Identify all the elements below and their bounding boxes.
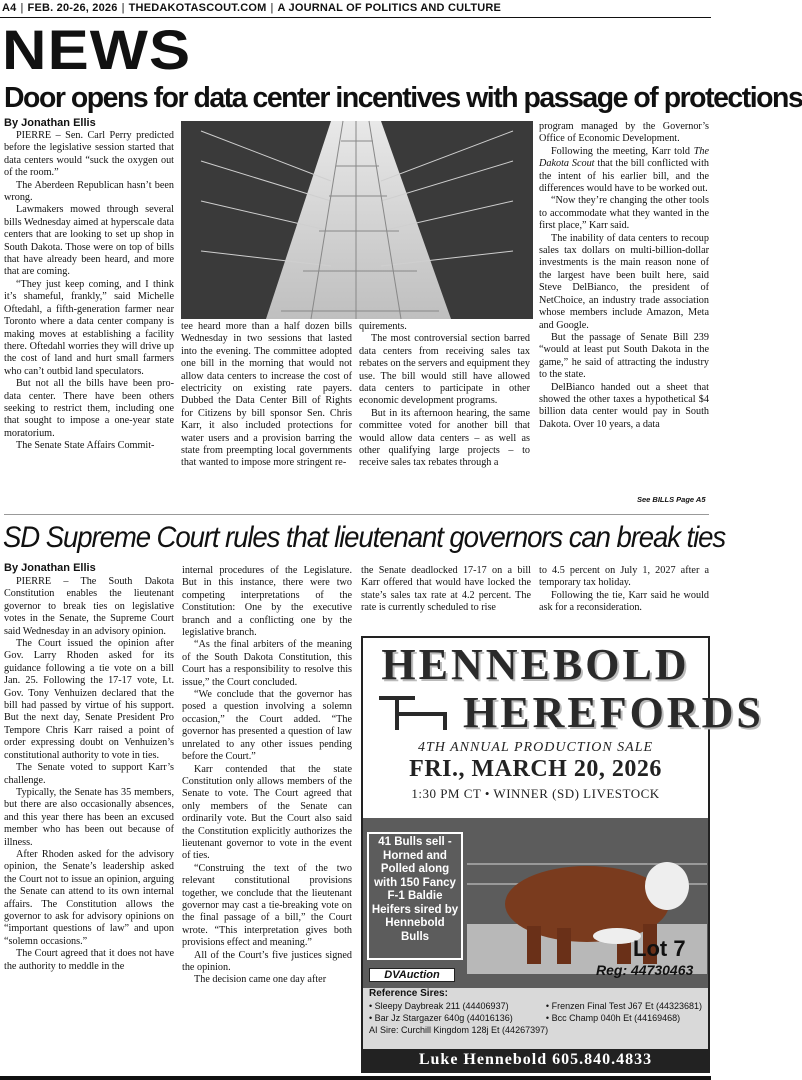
paragraph: But in its afternoon hearing, the same committee voted for another bill that would allow data centers – as well as other qualifying large projects – to receive sales tax rebates through a bbox=[359, 407, 530, 469]
paragraph bbox=[539, 146, 709, 196]
sire-item: • Frenzen Final Test J67 Et (44323681) bbox=[545, 1001, 702, 1011]
ad-contact[interactable]: Luke Hennebold 605.840.4833 bbox=[363, 1049, 708, 1071]
text: Following the meeting, Karr told bbox=[551, 145, 694, 157]
paragraph: to 4.5 percent on July 1, 2027 after a temporary tax holiday. bbox=[539, 565, 709, 589]
paragraph: But the passage of Senate Bill 239 “would at least put South Dakota in the game,” he said of attracting the industry to the state. bbox=[539, 331, 709, 381]
paragraph: the Senate deadlocked 17-17 on a bill Karr offered that would have locked the state’s sales tax rate at 4.2 percent. The rate is currently scheduled to rise bbox=[361, 565, 531, 614]
story1-column-3 bbox=[359, 321, 530, 507]
paragraph: Typically, the Senate has 35 members, but there are also occasionally absences, and this year there has been an excused member who has been out because of illness. bbox=[4, 786, 174, 848]
paragraph: Karr contended that the state Constitution only allows members of the Senate to vote. The Court agreed that only members of the Senate can ordinarily vote. But the Court also said the Constitution explicitly authorizes the lieutenant governor to vote in the event of ties. bbox=[182, 763, 352, 862]
paragraph: PIERRE – The South Dakota Constitution enables the lieutenant governor to break ties on legislative votes in the Senate, the Supreme Court said Wednesday in an advisory opinion. bbox=[4, 576, 174, 637]
paragraph: The Court issued the opinion after Gov. Larry Rhoden asked for its guidance following a tie vote on a bill Jan. 25. Following the 17-17 vote, Lt. Gov. Tony Venhuizen declared that the bill had passed by virtue of his support. But the next day, Senate President Pro Tempore Chris Karr raised a point of order expressing doubt on Venhuizen’s constitutional authority to vote in ties. bbox=[4, 638, 174, 761]
jump-link[interactable]: See BILLS Page A5 bbox=[637, 495, 706, 504]
paragraph: The Aberdeen Republican hasn’t been wrong. bbox=[4, 179, 174, 204]
story1-byline: By Jonathan Ellis bbox=[4, 117, 96, 129]
paragraph: “They just keep coming, and I think it’s shameful, frankly,” said Michelle Oftedahl, a fifth-generation farmer near Toronto where a data center company is making moves at establishing a facility there. Oftedahl worries they will drive up the cost of land and hurt small farmers who can’t outbid land speculators. bbox=[4, 278, 174, 377]
story2-column-1 bbox=[4, 576, 174, 1073]
brand-mark-icon bbox=[375, 694, 459, 734]
paragraph: The Senate voted to support Karr’s challenge. bbox=[4, 762, 174, 786]
sire-item: • Bar Jz Stargazer 640g (44016136) bbox=[369, 1013, 513, 1023]
dvauction-logo[interactable]: DVAuction bbox=[369, 968, 455, 982]
story1-column-2 bbox=[181, 321, 352, 507]
ad-title-line-2: HEREFORDS bbox=[463, 688, 764, 737]
paragraph: Following the tie, Karr said he would ask for a reconsideration. bbox=[539, 589, 709, 614]
sire-item: • Sleepy Daybreak 211 (44406937) bbox=[369, 1001, 509, 1011]
data-center-photo bbox=[181, 121, 533, 319]
story2-column-4 bbox=[539, 565, 709, 625]
server-aisle-icon bbox=[181, 121, 533, 319]
paragraph: internal procedures of the Legislature. But in this instance, there were two competing interpretations of the Constitution: One by the executive branch and a conflicting one by the legislative branch. bbox=[182, 565, 352, 639]
story-divider bbox=[4, 514, 709, 515]
story1-column-4 bbox=[539, 121, 709, 497]
paragraph: tee heard more than a half dozen bills Wednesday in two sessions that lasted into the evening. The committee adopted one bill in the morning that would not allow data centers to increase the cost of electricity on existing rate payers. Dubbed the Data Center Bill of Rights for Citizens by bill sponsor Sen. Chris Karr, it also included protections for water users and a provision barring the state from preempting local governments that wanted to impose more stringent re- bbox=[181, 321, 352, 469]
ad-sale-date: FRI., MARCH 20, 2026 bbox=[409, 756, 662, 782]
paragraph: All of the Court’s five justices signed the opinion. bbox=[182, 949, 352, 973]
issue-date: FEB. 20-26, 2026 bbox=[27, 2, 118, 14]
paragraph: Lawmakers mowed through several bills Wednesday aimed at hyperscale data centers that are looking to set up shop in South Dakota. Those were on top of bills that have already been heard, and more that are coming. bbox=[4, 204, 174, 278]
story2-byline: By Jonathan Ellis bbox=[4, 562, 96, 574]
tagline: A JOURNAL OF POLITICS AND CULTURE bbox=[277, 2, 502, 14]
paragraph: The Senate State Affairs Commit- bbox=[16, 440, 155, 452]
ad-sale-name: 4TH ANNUAL PRODUCTION SALE bbox=[417, 740, 654, 755]
paragraph: “We conclude that the governor has posed a question involving a solemn occasion,” the Court added. “The governor has presented a question of law unrelated to any other issues pending before the Court.” bbox=[182, 689, 352, 763]
story1-headline[interactable]: Door opens for data center incentives with passage of protections bbox=[4, 82, 802, 114]
hennebold-herefords-ad[interactable] bbox=[361, 636, 764, 1073]
text: that the bill conflicted with the intent of his earlier bill, and the differences would have to be worked out. bbox=[539, 158, 709, 195]
story2-column-3 bbox=[361, 565, 531, 625]
ad-sale-time: 1:30 PM CT • WINNER (SD) LIVESTOCK bbox=[411, 786, 660, 801]
paragraph: “Now they’re changing the other tools to accommodate what they wanted in the first place,” Karr said. bbox=[539, 195, 709, 232]
masthead: A4 | FEB. 20-26, 2026 | THEDAKOTASCOUT.COM | A JOURNAL OF POLITICS AND CULTURE bbox=[2, 2, 502, 14]
publication-name: The Dakota Scout bbox=[539, 145, 709, 170]
paragraph: After Rhoden asked for the advisory opinion, the Senate’s leadership asked the Court not to issue an opinion, arguing the Senate can attend to its own internal affairs. The Constitution allows the governor to ask for advisory opinions on “important questions of law” and upon “solemn occasions.” bbox=[4, 848, 174, 947]
site-link[interactable]: THEDAKOTASCOUT.COM bbox=[128, 2, 267, 14]
sire-item: • Bcc Champ 040h Et (44169468) bbox=[545, 1013, 681, 1023]
story2-headline[interactable]: SD Supreme Court rules that lieutenant governors can break ties bbox=[3, 521, 726, 554]
story1-column-1 bbox=[4, 130, 174, 508]
paragraph: The most controversial section barred data centers from receiving sales tax rebates on the servers and equipment they use. The bill would still have allowed data centers to participate in other economic development programs. bbox=[359, 333, 530, 407]
paragraph: The Court agreed that it does not have the authority to meddle in the bbox=[4, 948, 174, 972]
section-title: NEWS bbox=[2, 18, 192, 81]
paragraph: The inability of data centers to recoup sales tax dollars on multi-billion-dollar investments is the main reason none of the largest have been built here, said Steve DelBianco, the president of NetChoice, an industry trade association whose members include Amazon, Meta and Google. bbox=[539, 232, 709, 331]
page-bottom-rule bbox=[0, 1076, 711, 1080]
ai-sire: AI Sire: Curchill Kingdom 128j Et (44267397) bbox=[369, 1025, 549, 1035]
ad-sale-details: 41 Bulls sell - Horned and Polled along with 150 Fancy F-1 Baldie Heifers sired by Hennebold Bulls bbox=[367, 832, 463, 960]
paragraph: program managed by the Governor’s Office of Economic Development. bbox=[539, 121, 709, 145]
ad-title-line-1: HENNEBOLD bbox=[381, 640, 690, 689]
paragraph: The decision came one day after bbox=[194, 974, 327, 986]
page-number: A4 bbox=[2, 2, 17, 14]
reference-sires bbox=[369, 988, 702, 1036]
paragraph: “As the final arbiters of the meaning of the South Dakota Constitution, this Court has a responsibility to resolve this issue,” the Court concluded. bbox=[182, 639, 352, 688]
reference-sires-title: Reference Sires: bbox=[369, 988, 448, 999]
paragraph: DelBianco handed out a sheet that showed the other taxes a hypothetical $4 billion data center would pay in South Dakota. Over 10 years, a data bbox=[539, 381, 709, 430]
paragraph: quirements. bbox=[359, 321, 407, 332]
paragraph: “Construing the text of the two relevant constitutional provisions together, we conclude that the lieutenant governor may cast a tie-breaking vote on the final passage of a bill,” the Court wrote. “This interpretation gives both provisions effect and meaning.” bbox=[182, 862, 352, 949]
paragraph: But not all the bills have been pro-data center. There have been others seeking to restrict them, including one that sought to impose a one-year state moratorium. bbox=[4, 378, 174, 439]
story2-column-2 bbox=[182, 565, 352, 1073]
paragraph: PIERRE – Sen. Carl Perry predicted before the legislative session started that data centers would “suck the oxygen out of the room.” bbox=[4, 130, 174, 179]
ad-registration: Reg: 44730463 bbox=[596, 962, 694, 978]
ad-lot-number: Lot 7 bbox=[633, 936, 686, 961]
